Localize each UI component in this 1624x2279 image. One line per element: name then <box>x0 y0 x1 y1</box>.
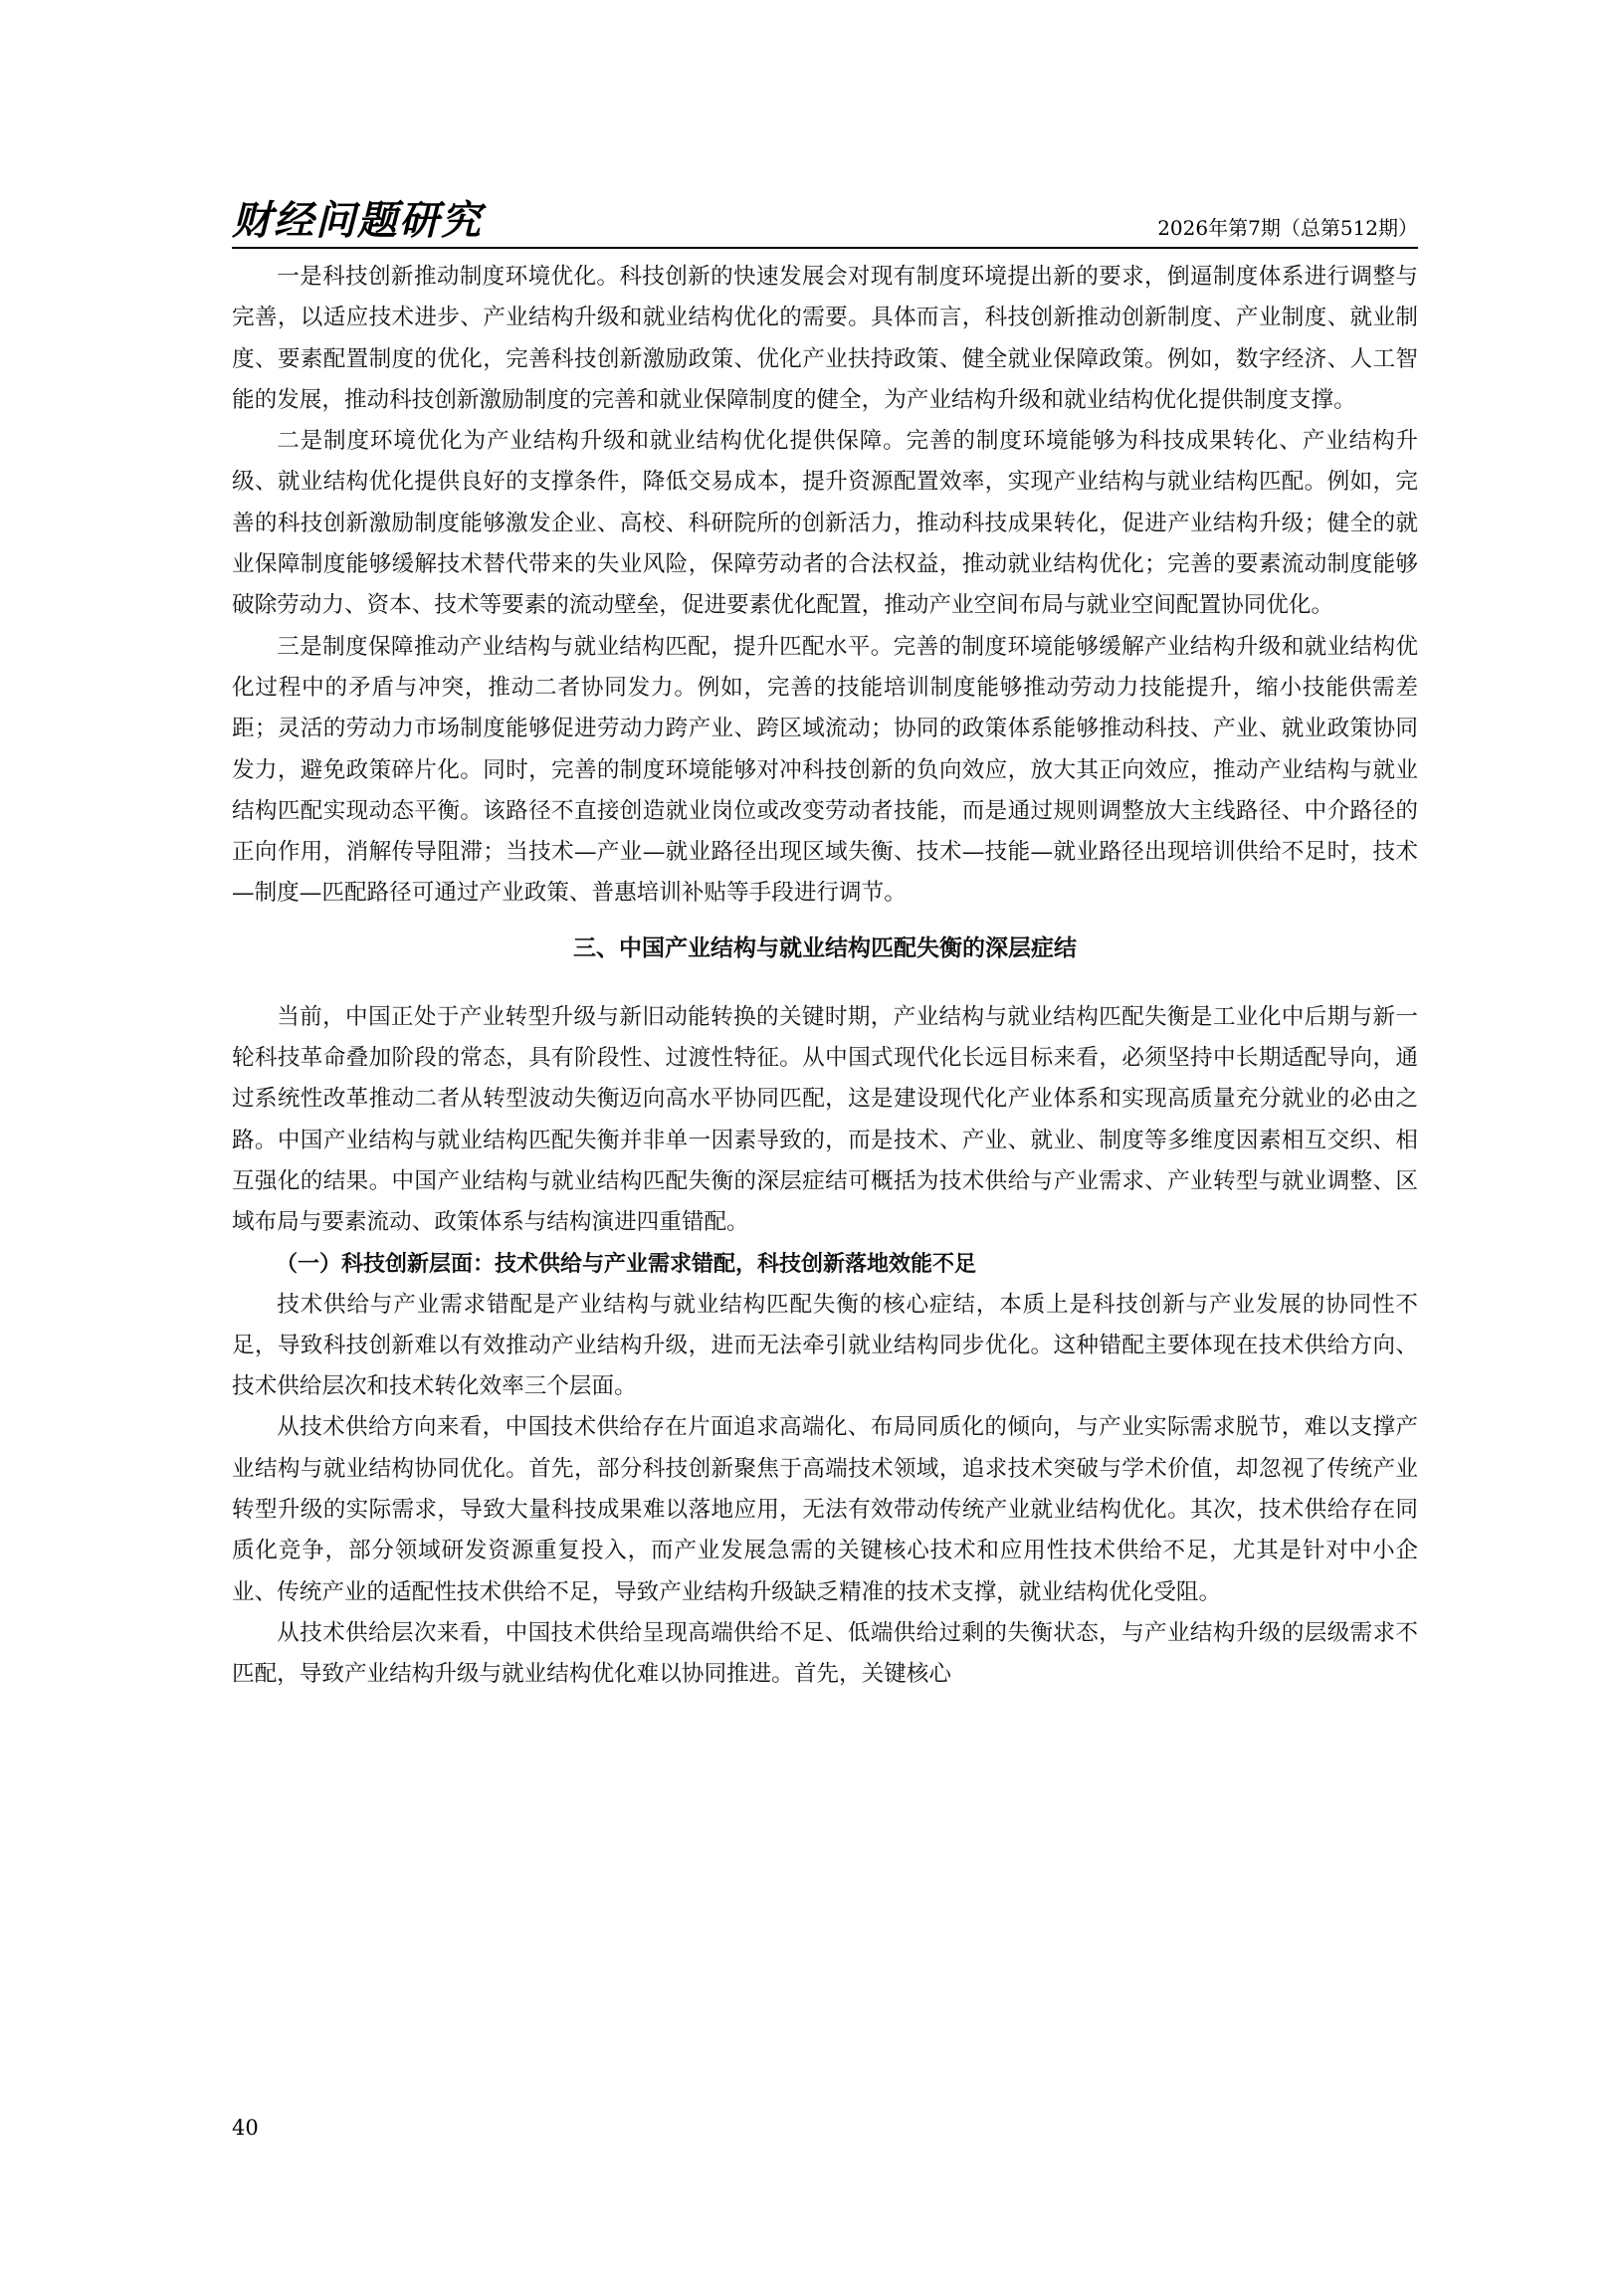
paragraph: 从技术供给层次来看，中国技术供给呈现高端供给不足、低端供给过剩的失衡状态，与产业结构升级的层级需求不匹配，导致产业结构升级与就业结构优化难以协同推进。首先，关键核心 <box>232 1619 1418 1688</box>
paragraph: 从技术供给方向来看，中国技术供给存在片面追求高端化、布局同质化的倾向，与产业实际需求脱节，难以支撑产业结构与就业结构协同优化。首先，部分科技创新聚焦于高端技术领域，追求技术突破与学术价值，却忽视了传统产业转型升级的实际需求，导致大量科技成果难以落地应用，无法有效带动传统产业就业结构优化。其次，技术供给存在同质化竞争，部分领域研发资源重复投入，而产业发展急需的关键核心技术和应用性技术供给不足，尤其是针对中小企业、传统产业的适配性技术供给不足，导致产业结构升级缺乏精准的技术支撑，就业结构优化受阻。 <box>232 1414 1418 1605</box>
paragraph: 一是科技创新推动制度环境优化。科技创新的快速发展会对现有制度环境提出新的要求，倒逼制度体系进行调整与完善，以适应技术进步、产业结构升级和就业结构优化的需要。具体而言，科技创新推动创新制度、产业制度、就业制度、要素配置制度的优化，完善科技创新激励政策、优化产业扶持政策、健全就业保障政策。例如，数字经济、人工智能的发展，推动科技创新激励制度的完善和就业保障制度的健全，为产业结构升级和就业结构优化提供制度支撑。 <box>232 264 1418 413</box>
paragraph: 当前，中国正处于产业转型升级与新旧动能转换的关键时期，产业结构与就业结构匹配失衡是工业化中后期与新一轮科技革命叠加阶段的常态，具有阶段性、过渡性特征。从中国式现代化长远目标来看，必须坚持中长期适配导向，通过系统性改革推动二者从转型波动失衡迈向高水平协同匹配，这是建设现代化产业体系和实现高质量充分就业的必由之路。中国产业结构与就业结构匹配失衡并非单一因素导致的，而是技术、产业、就业、制度等多维度因素相互交织、相互强化的结果。中国产业结构与就业结构匹配失衡的深层症结可概括为技术供给与产业需求、产业转型与就业调整、区域布局与要素流动、政策体系与结构演进四重错配。 <box>232 1003 1418 1236</box>
paragraph: 二是制度环境优化为产业结构升级和就业结构优化提供保障。完善的制度环境能够为科技成果转化、产业结构升级、就业结构优化提供良好的支撑条件，降低交易成本，提升资源配置效率，实现产业结构与就业结构匹配。例如，完善的科技创新激励制度能够激发企业、高校、科研院所的创新活力，推动科技成果转化，促进产业结构升级；健全的就业保障制度能够缓解技术替代带来的失业风险，保障劳动者的合法权益，推动就业结构优化；完善的要素流动制度能够破除劳动力、资本、技术等要素的流动壁垒，促进要素优化配置，推动产业空间布局与就业空间配置协同优化。 <box>232 428 1418 619</box>
page-number: 40 <box>232 2116 259 2140</box>
subsection-heading: （一）科技创新层面：技术供给与产业需求错配，科技创新落地效能不足 <box>276 1251 977 1277</box>
paragraph: 技术供给与产业需求错配是产业结构与就业结构匹配失衡的核心症结，本质上是科技创新与产业发展的协同性不足，导致科技创新难以有效推动产业结构升级，进而无法牵引就业结构同步优化。这种错配主要体现在技术供给方向、技术供给层次和技术转化效率三个层面。 <box>232 1291 1418 1400</box>
paragraph: 三是制度保障推动产业结构与就业结构匹配，提升匹配水平。完善的制度环境能够缓解产业结构升级和就业结构优化过程中的矛盾与冲突，推动二者协同发力。例如，完善的技能培训制度能够推动劳动力技能提升，缩小技能供需差距；灵活的劳动力市场制度能够促进劳动力跨产业、跨区域流动；协同的政策体系能够推动科技、产业、就业政策协同发力，避免政策碎片化。同时，完善的制度环境能够对冲科技创新的负向效应，放大其正向效应，推动产业结构与就业结构匹配实现动态平衡。该路径不直接创造就业岗位或改变劳动者技能，而是通过规则调整放大主线路径、中介路径的正向作用，消解传导阻滞；当技术—产业—就业路径出现区域失衡、技术—技能—就业路径出现培训供给不足时，技术—制度—匹配路径可通过产业政策、普惠培训补贴等手段进行调节。 <box>232 633 1418 907</box>
journal-logo: 财经问题研究 <box>232 197 483 244</box>
article-body <box>232 257 1418 1696</box>
journal-header <box>232 199 1418 249</box>
section-heading: 三、中国产业结构与就业结构匹配失衡的深层症结 <box>573 934 1077 961</box>
issue-info: 2026年第7期（总第512期） <box>1157 216 1418 240</box>
